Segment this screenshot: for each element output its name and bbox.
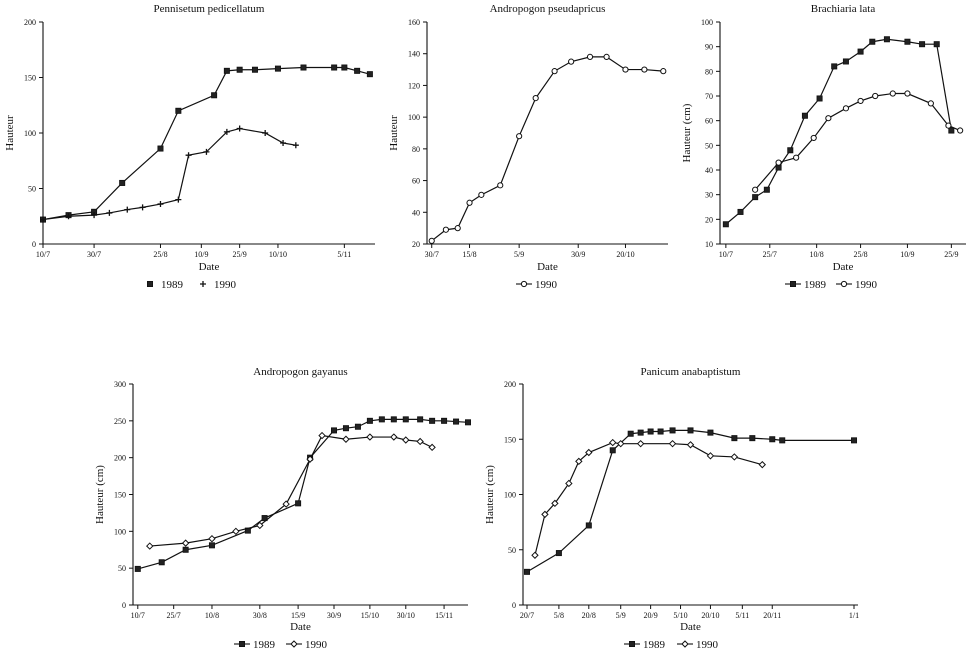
legend-item — [785, 279, 827, 291]
y-tick-label: 100 — [408, 113, 420, 123]
series-line-1990 — [150, 436, 432, 546]
data-point-1990 — [209, 536, 215, 542]
series-line-1990 — [43, 129, 296, 220]
data-point-1990 — [175, 197, 181, 203]
x-tick-label: 25/7 — [762, 250, 777, 259]
data-point-1989 — [670, 428, 675, 433]
data-point-1989 — [403, 417, 408, 422]
y-tick-label: 40 — [705, 166, 713, 175]
data-point-1989 — [418, 417, 423, 422]
y-tick-label: 200 — [114, 453, 126, 463]
y-tick-label: 160 — [408, 18, 420, 27]
x-tick-label: 10/10 — [268, 250, 288, 259]
data-point-1989 — [870, 39, 875, 44]
data-point-1990 — [186, 152, 192, 158]
data-point-1989 — [776, 165, 781, 170]
data-point-1989 — [843, 59, 848, 64]
data-point-1990 — [946, 123, 951, 128]
data-point-1989 — [176, 108, 181, 113]
x-tick-label: 10/7 — [35, 250, 51, 259]
legend-marker — [841, 281, 846, 286]
data-point-1989 — [688, 428, 693, 433]
data-point-1989 — [342, 65, 347, 70]
data-point-1990 — [147, 543, 153, 549]
data-point-1990 — [610, 440, 616, 446]
data-point-1990 — [403, 437, 409, 443]
series-line-1990 — [535, 443, 762, 556]
data-point-1990 — [811, 135, 816, 140]
chart-title: Panicum anabaptistum — [640, 366, 741, 378]
data-point-1990 — [293, 142, 299, 148]
data-point-1990 — [928, 101, 933, 106]
data-point-1989 — [732, 436, 737, 441]
x-tick-label: 20/10 — [616, 250, 635, 259]
data-point-1989 — [441, 418, 446, 423]
data-point-1990 — [157, 201, 163, 207]
y-tick-label: 100 — [504, 490, 516, 500]
data-point-1989 — [884, 37, 889, 42]
x-tick-label: 25/8 — [853, 250, 868, 259]
y-tick-label: 50 — [118, 564, 126, 574]
legend-label: 1990 — [535, 279, 557, 291]
data-point-1989 — [391, 417, 396, 422]
y-tick-label: 200 — [24, 18, 36, 27]
legend-label: 1989 — [804, 279, 826, 291]
data-point-1990 — [587, 54, 592, 59]
data-point-1990 — [429, 444, 435, 450]
data-point-1989 — [465, 420, 470, 425]
legend-label: 1990 — [305, 639, 327, 651]
chart-title: Brachiaria lata — [810, 3, 876, 15]
legend-label: 1990 — [855, 279, 877, 291]
legend-item — [234, 639, 276, 651]
data-point-1990 — [794, 155, 799, 160]
series-line-1989 — [43, 68, 370, 220]
data-point-1990 — [455, 226, 460, 231]
data-point-1990 — [873, 93, 878, 98]
x-axis-label: Date — [290, 621, 311, 633]
data-point-1989 — [237, 67, 242, 72]
data-point-1989 — [802, 113, 807, 118]
legend-item — [516, 279, 558, 291]
data-point-1989 — [817, 96, 822, 101]
y-tick-label: 100 — [24, 129, 36, 138]
x-tick-label: 25/7 — [166, 611, 181, 620]
legend-item — [286, 639, 328, 651]
y-tick-label: 20 — [705, 215, 713, 225]
data-point-1990 — [233, 528, 239, 534]
data-point-1990 — [429, 238, 434, 243]
data-point-1990 — [905, 91, 910, 96]
data-point-1989 — [770, 437, 775, 442]
chart-panel — [4, 3, 375, 291]
y-tick-label: 40 — [412, 208, 420, 218]
data-point-1990 — [319, 433, 325, 439]
data-point-1989 — [638, 430, 643, 435]
x-axis-label: Date — [198, 261, 220, 273]
x-tick-label: 15/10 — [360, 611, 380, 620]
legend-label: 1989 — [643, 639, 665, 651]
chart-panel — [388, 3, 668, 291]
y-tick-label: 0 — [32, 240, 36, 249]
y-tick-label: 250 — [114, 416, 126, 426]
data-point-1990 — [569, 59, 574, 64]
data-point-1990 — [753, 187, 758, 192]
legend-label: 1989 — [161, 279, 183, 291]
data-point-1989 — [301, 65, 306, 70]
y-tick-label: 200 — [504, 380, 516, 389]
data-point-1989 — [252, 67, 257, 72]
legend-marker — [239, 641, 244, 646]
legend-marker — [200, 281, 206, 287]
y-tick-label: 60 — [705, 116, 713, 126]
data-point-1989 — [159, 560, 164, 565]
legend-item — [677, 639, 719, 651]
data-point-1990 — [280, 140, 286, 146]
data-point-1990 — [552, 69, 557, 74]
legend-label: 1989 — [253, 639, 275, 651]
x-tick-label: 5/9 — [615, 611, 626, 620]
x-tick-label: 5/10 — [673, 611, 688, 620]
y-tick-label: 80 — [412, 144, 420, 154]
data-point-1989 — [367, 418, 372, 423]
x-axis-label: Date — [680, 621, 701, 633]
data-point-1989 — [120, 180, 125, 185]
y-tick-label: 150 — [504, 435, 516, 445]
series-line-1990 — [432, 57, 664, 241]
data-point-1989 — [453, 419, 458, 424]
data-point-1989 — [332, 65, 337, 70]
y-tick-label: 0 — [122, 601, 126, 610]
data-point-1989 — [430, 418, 435, 423]
y-axis-label: Hauteur — [388, 115, 400, 151]
data-point-1989 — [905, 39, 910, 44]
x-tick-label: 20/9 — [643, 611, 658, 620]
data-point-1990 — [417, 438, 423, 444]
data-point-1989 — [524, 569, 529, 574]
x-tick-label: 20/8 — [581, 611, 596, 620]
y-axis-label: Hauteur — [4, 115, 16, 151]
data-point-1989 — [331, 428, 336, 433]
y-tick-label: 150 — [114, 490, 126, 500]
x-tick-label: 30/9 — [326, 611, 342, 620]
legend-marker — [629, 641, 634, 646]
data-point-1989 — [379, 417, 384, 422]
data-point-1989 — [753, 195, 758, 200]
x-tick-label: 20/7 — [519, 611, 535, 620]
y-tick-label: 10 — [705, 240, 713, 249]
x-tick-label: 5/9 — [514, 250, 525, 259]
data-point-1989 — [158, 146, 163, 151]
data-point-1990 — [183, 540, 189, 546]
data-point-1990 — [858, 98, 863, 103]
x-tick-label: 30/9 — [571, 250, 586, 259]
x-tick-label: 20/10 — [701, 611, 720, 620]
data-point-1989 — [367, 72, 372, 77]
x-tick-label: 30/8 — [252, 611, 267, 620]
data-point-1989 — [296, 501, 301, 506]
y-tick-label: 0 — [512, 601, 516, 610]
x-axis-label: Date — [832, 261, 854, 273]
x-axis-label: Date — [537, 261, 558, 273]
data-point-1989 — [209, 543, 214, 548]
data-point-1989 — [738, 209, 743, 214]
series-line-1989 — [726, 39, 952, 224]
x-tick-label: 10/9 — [194, 250, 209, 259]
y-tick-label: 50 — [508, 545, 516, 555]
data-point-1989 — [355, 424, 360, 429]
data-point-1989 — [648, 429, 653, 434]
x-tick-label: 30/7 — [424, 250, 439, 259]
data-point-1989 — [212, 93, 217, 98]
legend-item — [147, 279, 183, 291]
x-tick-label: 25/9 — [232, 250, 247, 259]
data-point-1989 — [723, 222, 728, 227]
chart-panel — [484, 366, 859, 651]
data-point-1989 — [764, 187, 769, 192]
x-tick-label: 25/8 — [153, 250, 168, 259]
data-point-1989 — [832, 64, 837, 69]
data-point-1990 — [367, 434, 373, 440]
y-axis-label: Hauteur (cm) — [484, 465, 496, 524]
data-point-1989 — [788, 148, 793, 153]
data-point-1989 — [851, 438, 856, 443]
data-point-1990 — [731, 454, 737, 460]
data-point-1990 — [661, 69, 666, 74]
x-tick-label: 10/7 — [718, 250, 733, 259]
axis-lines — [427, 22, 668, 244]
data-point-1990 — [262, 130, 268, 136]
legend-item — [624, 639, 666, 651]
x-tick-label: 10/8 — [809, 250, 824, 259]
data-point-1990 — [604, 54, 609, 59]
data-point-1990 — [498, 183, 503, 188]
y-tick-label: 80 — [705, 67, 713, 77]
data-point-1989 — [224, 68, 229, 73]
x-tick-label: 30/10 — [396, 611, 415, 620]
data-point-1990 — [533, 96, 538, 101]
x-tick-label: 20/11 — [763, 611, 782, 620]
chart-title: Pennisetum pedicellatum — [153, 3, 265, 15]
y-tick-label: 120 — [408, 81, 420, 91]
y-tick-label: 150 — [24, 73, 36, 83]
y-tick-label: 60 — [412, 176, 420, 186]
data-point-1990 — [467, 200, 472, 205]
y-axis-label: Hauteur (cm) — [681, 103, 693, 163]
data-point-1990 — [843, 106, 848, 111]
y-tick-label: 300 — [114, 380, 126, 389]
series-line-1990 — [755, 94, 960, 190]
data-point-1989 — [858, 49, 863, 54]
data-point-1989 — [780, 438, 785, 443]
data-point-1989 — [949, 128, 954, 133]
legend-item — [200, 279, 237, 291]
y-tick-label: 100 — [701, 18, 713, 27]
data-point-1989 — [556, 550, 561, 555]
data-point-1990 — [106, 210, 112, 216]
data-point-1989 — [135, 566, 140, 571]
y-tick-label: 140 — [408, 49, 420, 59]
x-tick-label: 10/8 — [204, 611, 220, 620]
axis-lines — [523, 384, 858, 605]
data-point-1990 — [443, 227, 448, 232]
y-tick-label: 100 — [114, 527, 126, 537]
chart-title: Andropogon gayanus — [253, 366, 348, 378]
data-point-1989 — [586, 523, 591, 528]
data-point-1990 — [826, 116, 831, 121]
legend-marker — [521, 281, 526, 286]
data-point-1989 — [610, 448, 615, 453]
legend-marker — [682, 641, 688, 647]
data-point-1990 — [759, 462, 765, 468]
y-tick-label: 90 — [705, 42, 713, 52]
data-point-1990 — [688, 442, 694, 448]
y-tick-label: 20 — [412, 240, 420, 249]
x-tick-label: 10/7 — [130, 611, 145, 620]
data-point-1990 — [343, 436, 349, 442]
data-point-1990 — [958, 128, 963, 133]
x-tick-label: 10/9 — [900, 250, 915, 259]
legend-marker — [790, 281, 795, 286]
y-tick-label: 30 — [705, 190, 713, 200]
data-point-1990 — [237, 126, 243, 132]
data-point-1989 — [343, 426, 348, 431]
data-point-1990 — [623, 67, 628, 72]
y-tick-label: 50 — [28, 184, 36, 194]
chart-panel — [94, 366, 471, 651]
data-point-1989 — [919, 42, 924, 47]
data-point-1990 — [140, 204, 146, 210]
data-point-1990 — [479, 192, 484, 197]
data-point-1989 — [355, 68, 360, 73]
axis-lines — [720, 22, 966, 244]
data-point-1990 — [776, 160, 781, 165]
x-tick-label: 25/9 — [944, 250, 959, 259]
data-point-1990 — [642, 67, 647, 72]
data-point-1989 — [934, 42, 939, 47]
x-tick-label: 15/11 — [435, 611, 454, 620]
data-point-1989 — [750, 436, 755, 441]
legend-label: 1990 — [214, 279, 236, 291]
data-point-1990 — [670, 441, 676, 447]
data-point-1989 — [183, 547, 188, 552]
data-point-1989 — [275, 66, 280, 71]
data-point-1989 — [708, 430, 713, 435]
chart-panel — [681, 3, 966, 291]
x-tick-label: 1/1 — [848, 611, 860, 620]
data-point-1990 — [124, 207, 130, 213]
y-tick-label: 50 — [705, 141, 713, 151]
chart-title: Andropogon pseudapricus — [489, 3, 606, 15]
legend-marker — [291, 641, 297, 647]
y-axis-label: Hauteur (cm) — [94, 465, 106, 524]
data-point-1990 — [391, 434, 397, 440]
legend-label: 1990 — [696, 639, 718, 651]
data-point-1990 — [707, 453, 713, 459]
data-point-1990 — [638, 441, 644, 447]
x-tick-label: 15/9 — [290, 611, 306, 620]
x-tick-label: 5/11 — [337, 250, 352, 259]
x-tick-label: 30/7 — [86, 250, 102, 259]
legend-marker — [147, 281, 152, 286]
series-line-1989 — [527, 430, 854, 571]
data-point-1989 — [628, 431, 633, 436]
x-tick-label: 5/8 — [553, 611, 565, 620]
data-point-1990 — [532, 552, 538, 558]
data-point-1990 — [517, 134, 522, 139]
data-point-1990 — [890, 91, 895, 96]
y-tick-label: 70 — [705, 92, 713, 101]
legend-item — [836, 279, 878, 291]
x-tick-label: 5/11 — [735, 611, 750, 620]
data-point-1989 — [658, 429, 663, 434]
x-tick-label: 15/8 — [462, 250, 477, 259]
